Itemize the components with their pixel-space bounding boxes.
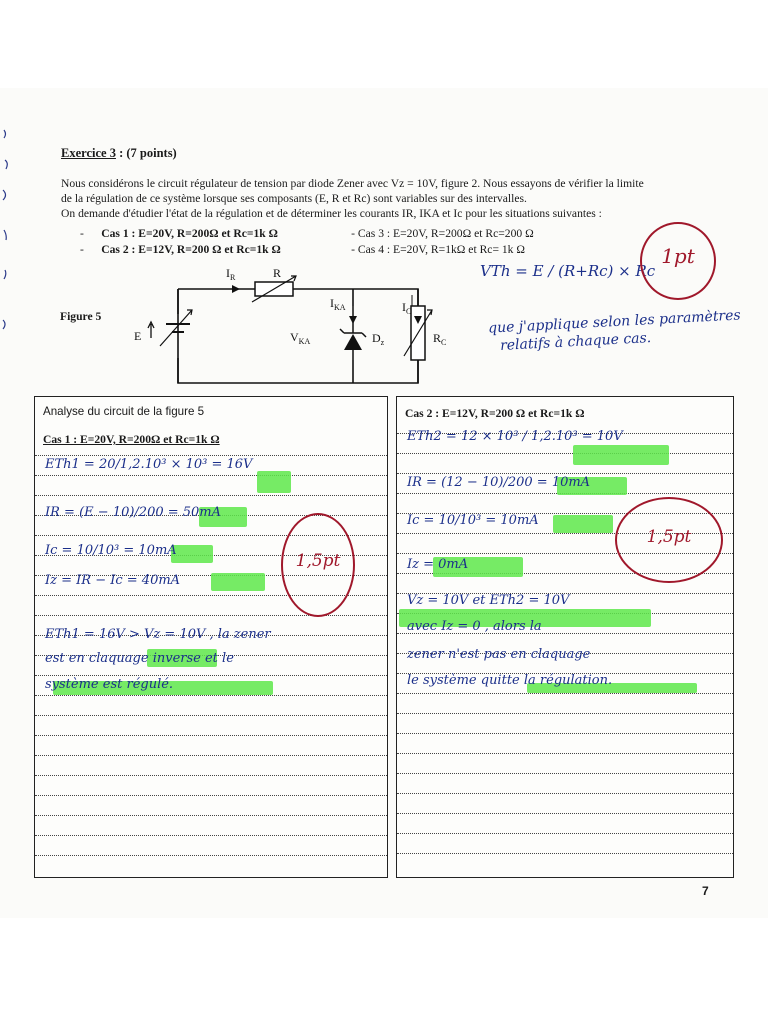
exercise-intro [61,176,701,221]
answer-box-right [396,396,734,878]
label-ic: $I_C$ [402,300,412,316]
label-rc: $R_C$ [433,331,447,347]
score-left: 1,5pt [295,551,341,571]
case-row-1: - Cas 1 : E=20V, R=200Ω et Rc=1k Ω - Cas 3 : E=20V, R=200Ω et Rc=200 Ω [80,227,534,240]
right-line-2: IR = (12 − 10)/200 = 10mA [407,475,591,490]
right-line-8: le système quitte la régulation. [407,673,613,688]
label-dz: $D_z$ [372,331,385,347]
answer-box-left [34,396,388,878]
left-line-1: ETh1 = 20/1,2.10³ × 10³ = 16V [45,457,253,472]
score-top: 1pt [661,244,695,268]
margin-scribbles [0,120,14,360]
left-line-2: IR = (E − 10)/200 = 50mA [45,505,222,520]
figure-label: Figure 5 [60,310,102,323]
intro-line-1: Nous considérons le circuit régulateur de tension par diode Zener avec Vz = 10V, figure 2. Nous essayons de vérifier la limite [61,177,644,190]
handwritten-note-2: relatifs à chaque cas. [499,330,652,354]
voltage-source-e [148,310,192,346]
exercise-points: : (7 points) [119,146,177,160]
score-right: 1,5pt [646,527,692,547]
right-line-5: Vz = 10V et ETh2 = 10V [407,593,570,608]
left-line-6: est en claquage inverse et le [45,651,234,666]
page-number: 7 [702,884,709,898]
box-left-title: Analyse du circuit de la figure 5 [43,405,205,418]
right-line-6: avec Iz = 0 , alors la [407,619,542,634]
right-line-7: zener n'est pas en claquage [407,647,591,662]
box-right-subtitle: Cas 2 : E=12V, R=200 Ω et Rc=1k Ω [405,407,585,420]
label-e: E [134,329,142,343]
right-line-1: ETh2 = 12 × 10³ / 1,2.10³ = 10V [407,429,623,444]
case-2-text: Cas 2 : E=12V, R=200 Ω et Rc=1k Ω [101,243,281,256]
exercise-title [61,146,177,161]
case-1-text: Cas 1 : E=20V, R=200Ω et Rc=1k Ω [101,227,278,240]
case-list [80,226,534,258]
label-r: R [273,266,282,280]
label-vka: $V_{KA}$ [290,330,311,346]
zener-circuit-diagram [120,262,447,390]
left-line-5: ETh1 = 16V > Vz = 10V , la zener [45,627,271,642]
intro-line-3: On demande d'étudier l'état de la régulation et de déterminer les courants IR, IKA et Ic pour les situations suivantes : [61,207,602,220]
label-ika: $I_{KA}$ [330,296,346,312]
right-line-3: Ic = 10/10³ = 10mA [407,513,539,528]
score-circle-right [615,497,723,583]
zener-diode [340,306,366,360]
left-line-3: Ic = 10/10³ = 10mA [45,543,177,558]
case-4-text: - Cas 4 : E=20V, R=1kΩ et Rc= 1k Ω [351,243,525,256]
score-circle-left [281,513,355,617]
exercise-title-text: Exercice 3 [61,146,116,160]
handwritten-thevenin-formula: VTh = E / (R+Rc) × Rc [480,262,656,280]
intro-line-2: de la régulation de ce système lorsque ses composants (E, R et Rc) sont variables sur des intervalles. [61,192,527,205]
handwritten-note-1: que j'applique selon les paramètres [487,307,742,337]
label-ir: $I_R$ [226,266,236,282]
score-circle-top [640,222,716,300]
left-line-7: système est régulé. [45,677,174,692]
case-row-2: - Cas 2 : E=12V, R=200 Ω et Rc=1k Ω - Cas 4 : E=20V, R=1kΩ et Rc= 1k Ω [80,243,525,256]
left-line-4: Iz = IR − Ic = 40mA [45,573,181,588]
right-line-4: Iz = 0mA [407,557,469,572]
case-3-text: - Cas 3 : E=20V, R=200Ω et Rc=200 Ω [351,227,534,240]
box-left-subtitle: Cas 1 : E=20V, R=200Ω et Rc=1k Ω [43,433,220,446]
